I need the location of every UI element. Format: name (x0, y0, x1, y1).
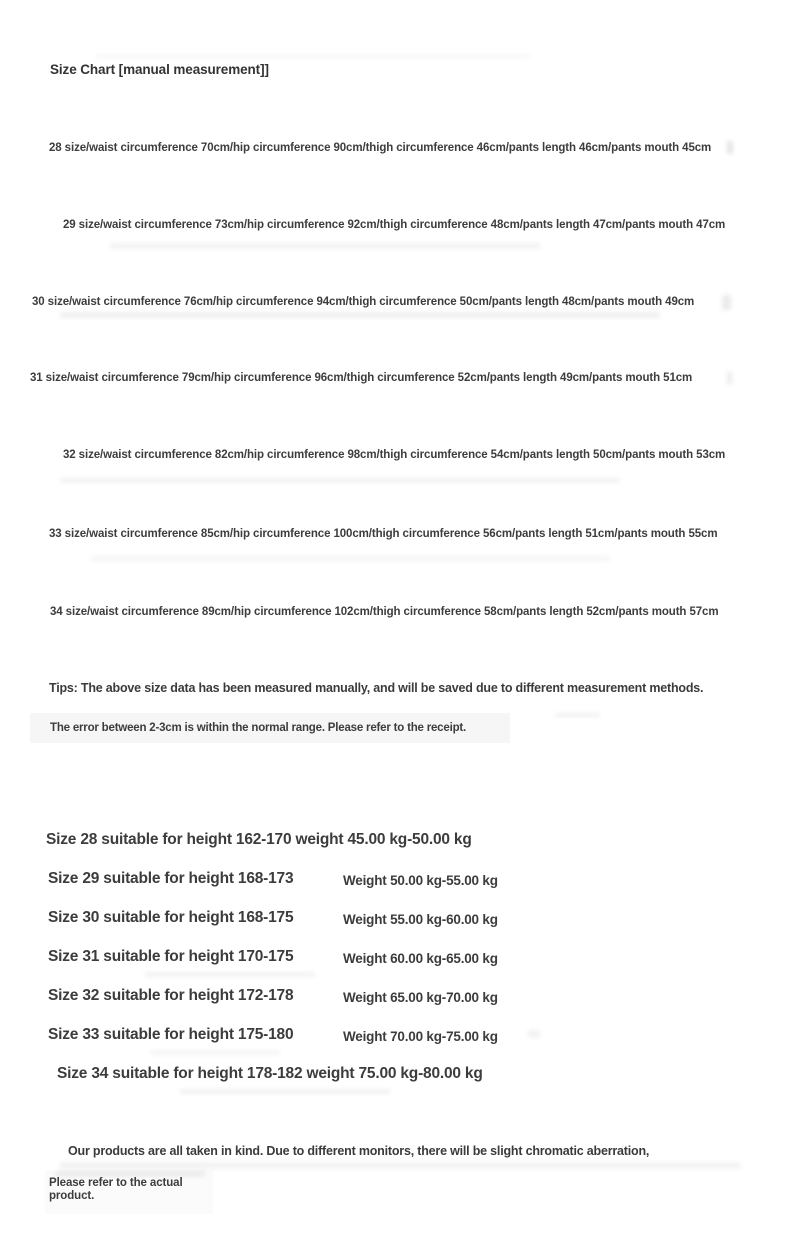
tips-error-range-note: The error between 2-3cm is within the normal range. Please refer to the receipt. (50, 722, 467, 734)
suitability-size-29: Size 29 suitable for height 168-173 (48, 870, 294, 887)
ghost-artifact (727, 141, 733, 154)
ghost-artifact (722, 295, 731, 310)
suitability-weight-29: Weight 50.00 kg-55.00 kg (343, 873, 498, 888)
ghost-artifact (528, 1030, 540, 1038)
ghost-artifact (145, 972, 315, 977)
ghost-artifact (727, 371, 732, 385)
size-chart-row-29: 29 size/waist circumference 73cm/hip circumference 92cm/thigh circumference 48cm/pants length 47cm/pants mouth 47cm (63, 219, 726, 231)
ghost-artifact (110, 243, 540, 249)
suitability-weight-33: Weight 70.00 kg-75.00 kg (343, 1029, 498, 1044)
ghost-artifact (60, 1162, 740, 1169)
suitability-size-31: Size 31 suitable for height 170-175 (48, 948, 294, 965)
suitability-size-34: Size 34 suitable for height 178-182 weight 75.00 kg-80.00 kg (57, 1065, 483, 1082)
size-chart-row-32: 32 size/waist circumference 82cm/hip circumference 98cm/thigh circumference 54cm/pants length 50cm/pants mouth 53cm (63, 449, 726, 461)
size-chart-row-34: 34 size/waist circumference 89cm/hip circumference 102cm/thigh circumference 58cm/pants length 52cm/pants mouth 57cm (50, 606, 719, 618)
size-chart-row-30: 30 size/waist circumference 76cm/hip circumference 94cm/thigh circumference 50cm/pants length 48cm/pants mouth 49cm (32, 296, 695, 308)
ghost-artifact (180, 1089, 390, 1094)
ghost-artifact (555, 713, 600, 717)
footer-actual-product-note: Please refer to the actual product. (49, 1177, 183, 1202)
footer-chromatic-aberration-note: Our products are all taken in kind. Due to different monitors, there will be slight chromatic aberration, (68, 1144, 650, 1158)
size-chart-row-31: 31 size/waist circumference 79cm/hip circumference 96cm/thigh circumference 52cm/pants length 49cm/pants mouth 51cm (30, 372, 693, 384)
suitability-size-32: Size 32 suitable for height 172-178 (48, 987, 294, 1004)
suitability-size-30: Size 30 suitable for height 168-175 (48, 909, 294, 926)
size-chart-row-33: 33 size/waist circumference 85cm/hip circumference 100cm/thigh circumference 56cm/pants length 51cm/pants mouth 55cm (49, 528, 718, 540)
suitability-weight-31: Weight 60.00 kg-65.00 kg (343, 951, 498, 966)
ghost-artifact (55, 1171, 205, 1177)
suitability-weight-30: Weight 55.00 kg-60.00 kg (343, 912, 498, 927)
ghost-artifact (95, 55, 530, 58)
suitability-weight-32: Weight 65.00 kg-70.00 kg (343, 990, 498, 1005)
ghost-artifact (60, 478, 620, 483)
size-chart-row-28: 28 size/waist circumference 70cm/hip circumference 90cm/thigh circumference 46cm/pants length 46cm/pants mouth 45cm (49, 142, 712, 154)
ghost-artifact (90, 556, 610, 561)
tips-measurement-note: Tips: The above size data has been measured manually, and will be saved due to different measurement methods. (49, 681, 704, 695)
suitability-size-28: Size 28 suitable for height 162-170 weight 45.00 kg-50.00 kg (46, 831, 472, 848)
suitability-size-33: Size 33 suitable for height 175-180 (48, 1026, 294, 1043)
ghost-artifact (60, 312, 660, 318)
page-title: Size Chart [manual measurement]] (50, 62, 269, 77)
ghost-artifact (150, 1050, 280, 1055)
